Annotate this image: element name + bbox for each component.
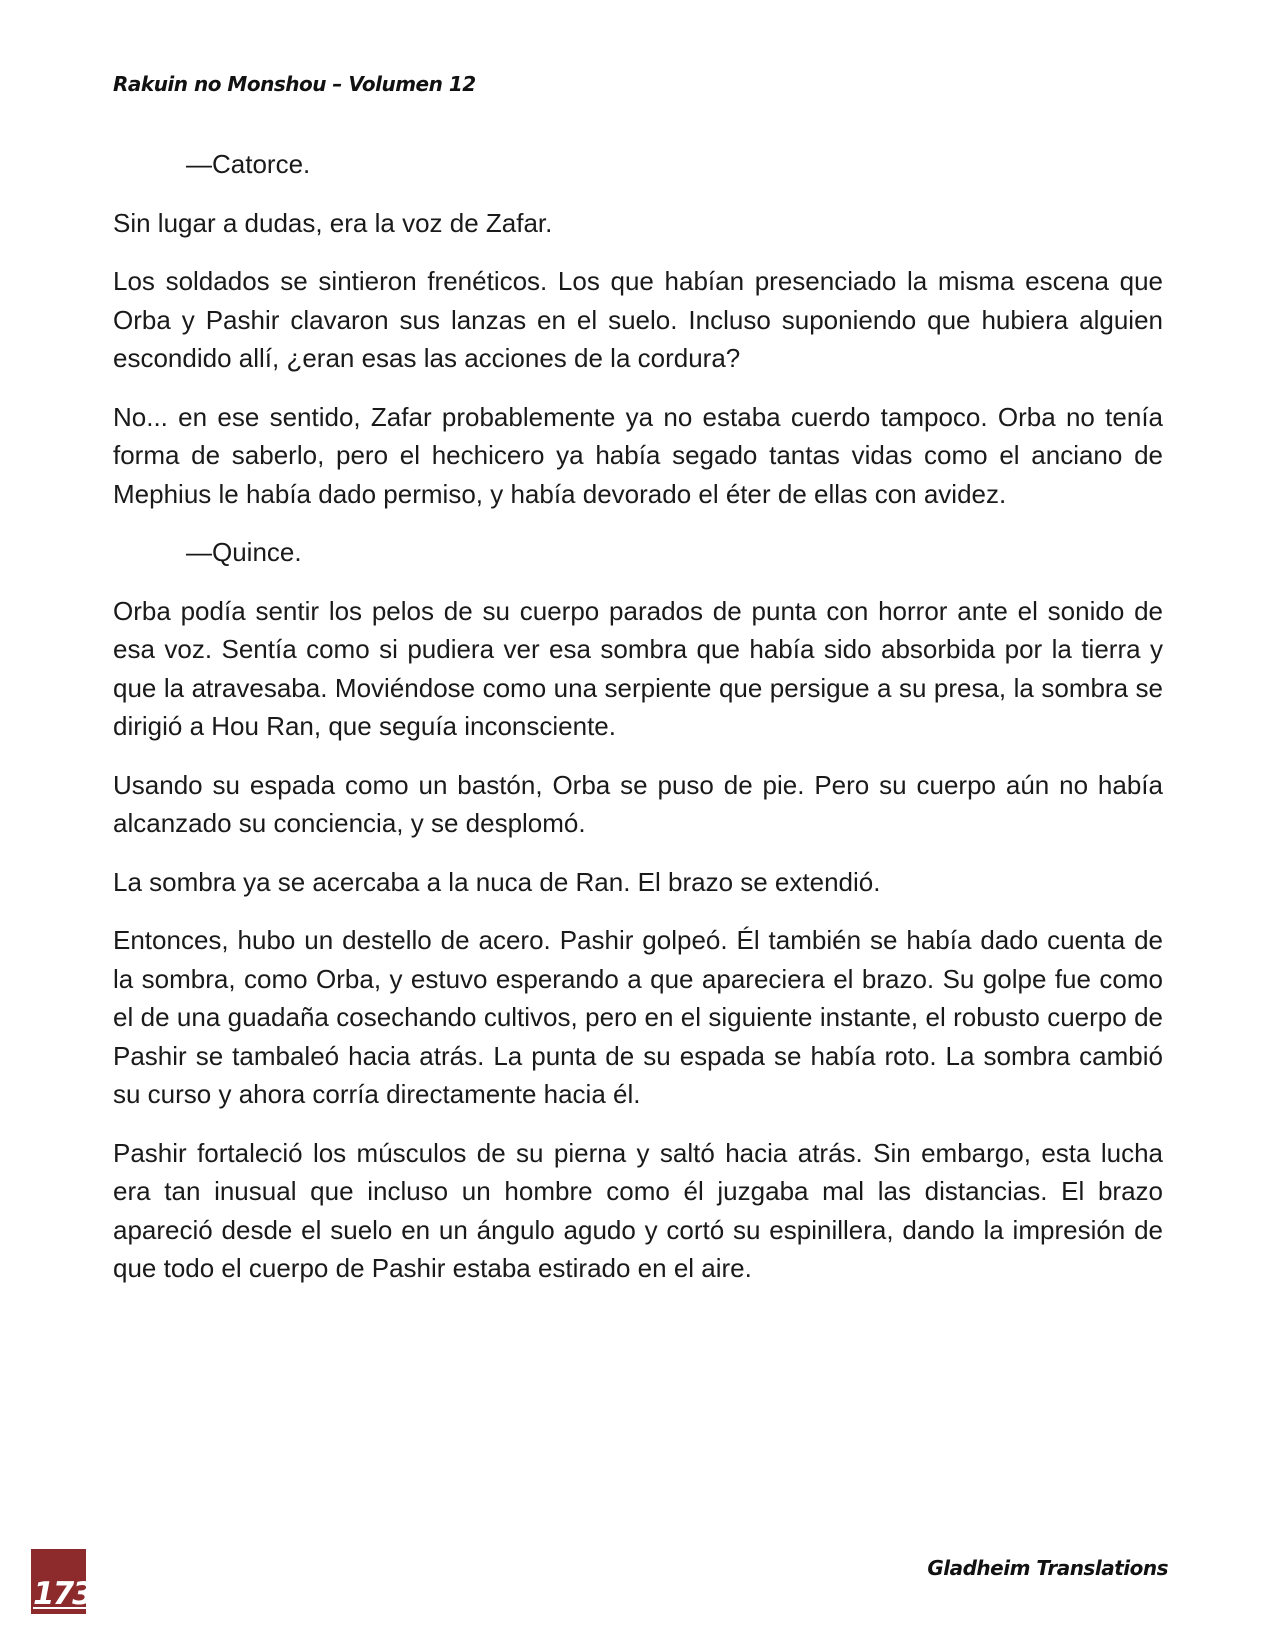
running-header-title: Rakuin no Monshou – Volumen 12: [113, 72, 476, 96]
paragraph-dialogue: —Catorce.: [186, 149, 311, 179]
paragraph-dialogue: —Quince.: [186, 537, 302, 567]
paragraph: Usando su espada como un bastón, Orba se puso de pie. Pero su cuerpo aún no había alcanzado su conciencia, y se desplomó.: [113, 769, 1163, 838]
paragraph: Pashir fortaleció los músculos de su pierna y saltó hacia atrás. Sin embargo, esta lucha era tan inusual que incluso un hombre como él juzgaba mal las distancias. El brazo apareció desde el suelo en un ángulo agudo y cortó su espinillera, dando la impresión de que todo el cuerpo de Pashir estaba estirado en el aire.: [113, 1137, 1163, 1283]
paragraph: Orba podía sentir los pelos de su cuerpo parados de punta con horror ante el sonido de esa voz. Sentía como si pudiera ver esa sombra que había sido absorbida por la tierra y que la atravesaba. Moviéndose como una serpiente que persigue a su presa, la sombra se dirigió a Hou Ran, que seguía inconsciente.: [113, 595, 1163, 741]
footer-credit: Gladheim Translations: [927, 1556, 1168, 1580]
page-number: 173: [33, 1576, 92, 1612]
paragraph: Sin lugar a dudas, era la voz de Zafar.: [113, 207, 553, 238]
paragraph: No... en ese sentido, Zafar probablemente ya no estaba cuerdo tampoco. Orba no tenía forma de saberlo, pero el hechicero ya había segado tantas vidas como el anciano de Mephius le había dado permiso, y había devorado el éter de ellas con avidez.: [113, 401, 1163, 509]
page-body: [113, 145, 1163, 1308]
paragraph: Entonces, hubo un destello de acero. Pashir golpeó. Él también se había dado cuenta de la sombra, como Orba, y estuvo esperando a que apareciera el brazo. Su golpe fue como el de una guadaña cosechando cultivos, pero en el siguiente instante, el robusto cuerpo de Pashir se tambaleó hacia atrás. La punta de su espada se había roto. La sombra cambió su curso y ahora corría directamente hacia él.: [113, 925, 1163, 1109]
paragraph: La sombra ya se acercaba a la nuca de Ran. El brazo se extendió.: [113, 866, 881, 897]
paragraph: Los soldados se sintieron frenéticos. Los que habían presenciado la misma escena que Orba y Pashir clavaron sus lanzas en el suelo. Incluso suponiendo que hubiera alguien escondido allí, ¿eran esas las acciones de la cordura?: [113, 266, 1163, 373]
